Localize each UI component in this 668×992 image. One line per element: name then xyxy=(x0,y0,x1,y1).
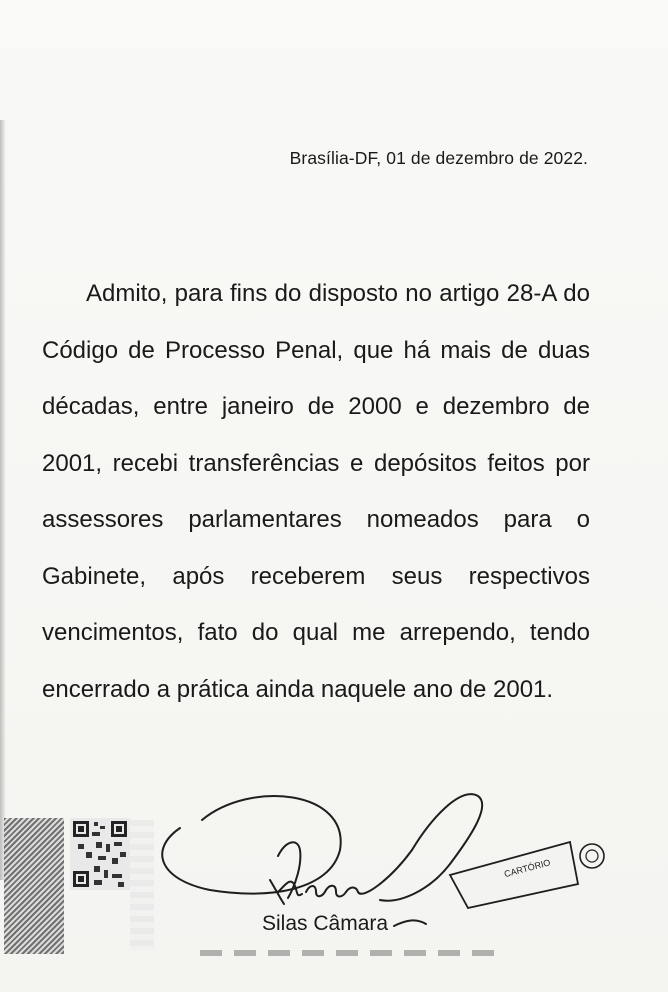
stamp-label: CARTÓRIO xyxy=(503,857,552,880)
notary-stamp xyxy=(450,842,604,908)
qr-code-icon xyxy=(70,818,130,890)
signer-name: Silas Câmara xyxy=(262,912,389,935)
dateline: Brasília-DF, 01 de dezembro de 2022. xyxy=(289,148,588,168)
cut-off-bottom-text xyxy=(200,950,500,956)
declaration-paragraph: Admito, para fins do disposto no artigo 28-A do Código de Processo Penal, que há mais de duas décadas, entre janeiro de 2000 e dezembro de 2001, recebi transferências e depósitos feitos por assessores parlamentares nomeados para o Gabinete, após receberem seus respectivos vencimentos, fato do qual me arrependo, tendo encerrado a prática ainda naquele ano de 2001. xyxy=(42,280,590,703)
scan-noise-block xyxy=(4,818,64,954)
scan-edge-shadow xyxy=(0,120,6,880)
